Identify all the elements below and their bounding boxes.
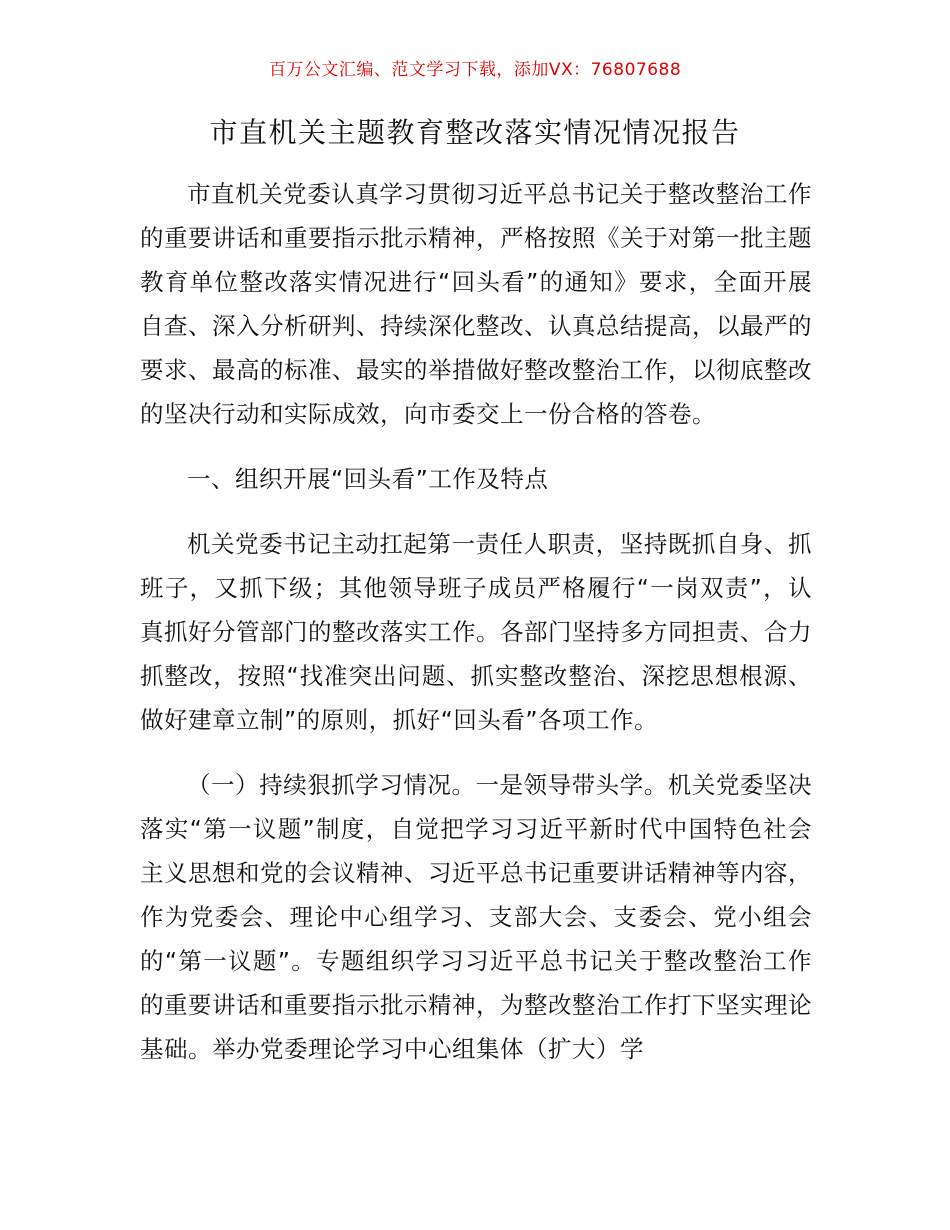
document-body — [140, 172, 812, 1071]
document-title: 市直机关主题教育整改落实情况情况报告 — [209, 116, 741, 149]
intro-paragraph: 市直机关党委认真学习贯彻习近平总书记关于整改整治工作的重要讲话和重要指示批示精神，严格按照《关于对第一批主题教育单位整改落实情况进行“回头看”的通知》要求，全面开展自查、深入分析研判、持续深化整改、认真总结提高，以最严的要求、最高的标准、最实的举措做好整改整治工作，以彻底整改的坚决行动和实际成效，向市委交上一份合格的答卷。 — [140, 180, 812, 428]
section-1-paragraph: 机关党委书记主动扛起第一责任人职责，坚持既抓自身、抓班子，又抓下级；其他领导班子成员严格履行“一岗双责”，认真抓好分管部门的整改落实工作。各部门坚持多方同担责、合力抓整改，按照“找准突出问题、抓实整改整治、深挖思想根源、做好建章立制”的原则，抓好“回头看”各项工作。 — [140, 530, 812, 734]
subsection-1-paragraph: （一）持续狠抓学习情况。一是领导带头学。机关党委坚决落实“第一议题”制度，自觉把学习习近平新时代中国特色社会主义思想和党的会议精神、习近平总书记重要讲话精神等内容，作为党委会、理论中心组学习、支部大会、支委会、党小组会的“第一议题”。专题组织学习习近平总书记关于整改整治工作的重要讲话和重要指示批示精神，为整改整治工作打下坚实理论基础。举办党委理论学习中心组集体（扩大）学 — [140, 771, 812, 1063]
header-promo-note: 百万公文汇编、范文学习下载，添加VX：76807688 — [268, 60, 682, 80]
section-heading-1: 一、组织开展“回头看”工作及特点 — [187, 465, 549, 493]
